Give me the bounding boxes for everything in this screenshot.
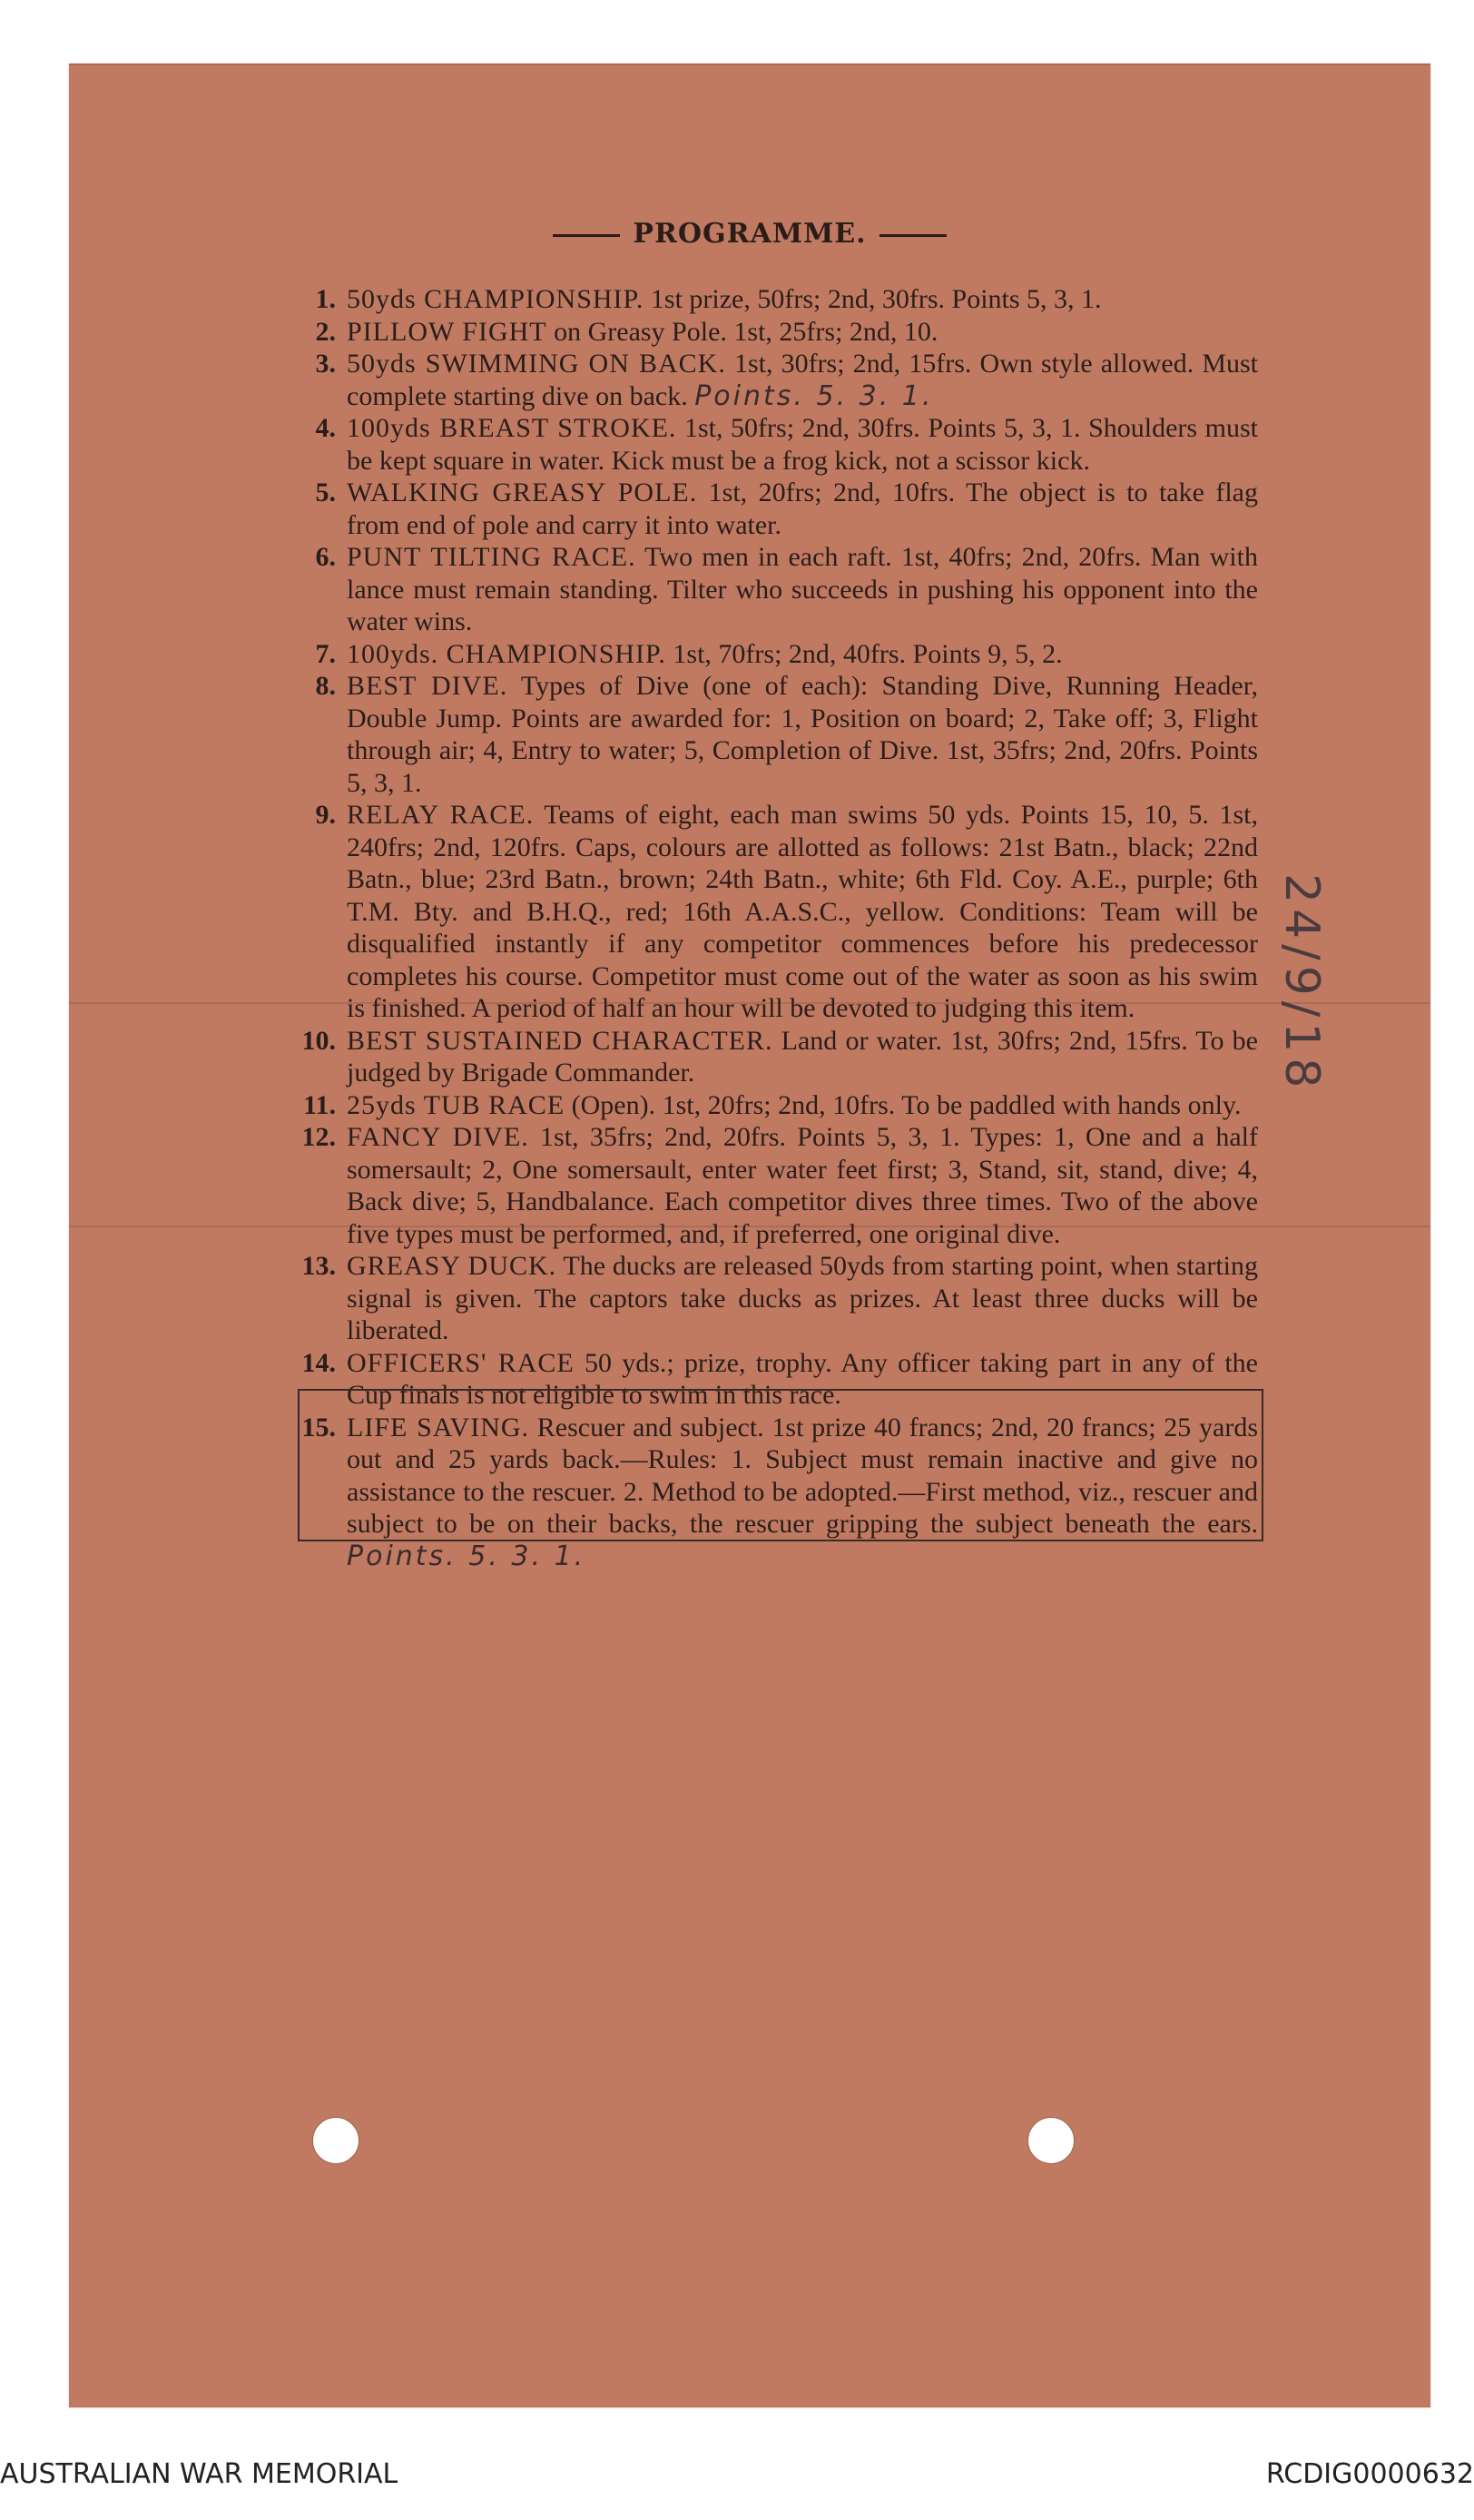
item-details: The ducks are released 50yds from starting point, when starting signal is given. The captors take ducks as prizes. At least three ducks will be liberated. — [347, 1251, 1258, 1345]
item-number: 13. — [301, 1251, 336, 1281]
item-text — [347, 1347, 1258, 1412]
item-title: BEST DIVE. — [347, 671, 508, 701]
item-number: 10. — [301, 1025, 336, 1056]
footer-institution: AUSTRALIAN WAR MEMORIAL — [0, 2458, 398, 2490]
item-details: 1st, 70frs; 2nd, 40frs. Points 9, 5, 2. — [665, 638, 1063, 669]
programme-item — [296, 1347, 1258, 1412]
item-title: LIFE SAVING. — [347, 1412, 530, 1442]
item-text — [347, 1089, 1258, 1122]
item-details: (Open). 1st, 20frs; 2nd, 10frs. To be paddled with hands only. — [565, 1089, 1242, 1120]
item-title: PILLOW FIGHT — [347, 316, 547, 347]
item-title: FANCY DIVE. — [347, 1122, 529, 1152]
item-details: 1st, 30frs; 2nd, 15frs. Own style allowed. Must complete starting dive on back. — [347, 349, 1259, 411]
item-text — [347, 541, 1258, 638]
item-text — [347, 412, 1258, 477]
item-number: 4. — [315, 413, 336, 443]
item-number: 2. — [315, 316, 336, 347]
item-details: Land or water. 1st, 30frs; 2nd, 15frs. To be judged by Brigade Commander. — [347, 1025, 1258, 1088]
item-number: 8. — [315, 671, 336, 701]
item-title: BEST SUSTAINED CHARACTER. — [347, 1025, 773, 1056]
item-details: 1st prize, 50frs; 2nd, 30frs. Points 5, 3, 1. — [644, 284, 1102, 314]
item-number: 11. — [303, 1089, 336, 1120]
item-number: 15. — [301, 1412, 336, 1442]
item-text — [347, 316, 1258, 349]
item-title: 50yds CHAMPIONSHIP. — [347, 284, 644, 314]
footer-record-id: RCDIG0000632 — [1265, 2458, 1474, 2490]
item-text — [347, 1412, 1258, 1573]
programme-item — [296, 1121, 1258, 1250]
item-text — [347, 638, 1258, 671]
item-text — [347, 1121, 1258, 1250]
item-text — [347, 670, 1258, 799]
punch-hole — [1027, 2117, 1075, 2164]
item-details: Teams of eight, each man swims 50 yds. Points 15, 10, 5. 1st, 240frs; 2nd, 120frs. Caps, colours are allotted as follows: 21st Batn., black; 22nd Batn., blue; 23rd Batn., brown; 24th Batn., white; 6th Fld. Coy. A.E., purple; 6th T.M. Bty. and B.H.Q., red; 16th A.A.S.C., yellow. Conditions: Team will be disqualified instantly if any competitor commences before his predecessor completes his course. Competitor must come out of the water as soon as his swim is finished. A period of half an hour will be devoted to judging this item. — [347, 800, 1258, 1023]
item-text — [347, 1250, 1258, 1347]
item-title: 100yds. CHAMPIONSHIP. — [347, 638, 666, 669]
programme-item — [296, 348, 1258, 412]
item-details: 1st, 20frs; 2nd, 10frs. The object is to take flag from end of pole and carry it into water. — [347, 477, 1258, 540]
item-text — [347, 477, 1258, 541]
programme-item — [296, 1025, 1258, 1089]
item-title: WALKING GREASY POLE. — [347, 477, 698, 507]
programme-list — [296, 283, 1258, 1572]
item-text — [347, 283, 1258, 316]
item-details: 50 yds.; prize, trophy. Any officer taking part in any of the Cup finals is not eligible to swim in this race. — [347, 1347, 1258, 1410]
item-title: 100yds BREAST STROKE. — [347, 413, 677, 443]
item-text — [347, 799, 1258, 1025]
programme-item — [296, 1412, 1258, 1573]
handwritten-points-note: Points. 5. 3. 1. — [347, 1540, 586, 1572]
programme-item — [296, 412, 1258, 477]
item-text — [347, 348, 1258, 412]
programme-item — [296, 283, 1258, 316]
item-title: GREASY DUCK. — [347, 1251, 557, 1281]
programme-heading: PROGRAMME. — [69, 218, 1430, 250]
heading-rule-right — [879, 234, 947, 237]
item-title: OFFICERS' RACE — [347, 1347, 575, 1378]
programme-item — [296, 1089, 1258, 1122]
programme-item — [296, 799, 1258, 1025]
item-number: 9. — [315, 800, 336, 830]
heading-rule-left — [553, 234, 620, 237]
programme-item — [296, 670, 1258, 799]
item-title: 50yds SWIMMING ON BACK. — [347, 349, 726, 379]
punch-hole — [312, 2117, 359, 2164]
item-number: 14. — [301, 1347, 336, 1378]
programme-item — [296, 1250, 1258, 1347]
handwritten-date: 24/9/18 — [1274, 873, 1329, 1094]
handwritten-points-note: Points. 5. 3. 1. — [694, 379, 934, 412]
item-number: 6. — [315, 542, 336, 572]
item-number: 12. — [301, 1122, 336, 1152]
item-details: Types of Dive (one of each): Standing Dive, Running Header, Double Jump. Points are awarded for: 1, Position on board; 2, Take off; 3, Flight through air; 4, Entry to water; 5, Completion of Dive. 1st, 35frs; 2nd, 20frs. Points 5, 3, 1. — [347, 671, 1258, 798]
programme-sheet — [69, 64, 1430, 2407]
programme-item — [296, 541, 1258, 638]
item-number: 1. — [315, 284, 336, 314]
item-number: 3. — [315, 349, 336, 379]
programme-item — [296, 316, 1258, 349]
item-details: 1st, 35frs; 2nd, 20frs. Points 5, 3, 1. Types: 1, One and a half somersault; 2, One somersault, enter water feet first; 3, Stand, sit, stand, dive; 4, Back dive; 5, Handbalance. Each competitor dives three times. Two of the above five types must be performed, and, if preferred, one original dive. — [347, 1122, 1258, 1249]
item-title: RELAY RACE. — [347, 800, 535, 830]
item-number: 5. — [315, 477, 336, 507]
item-title: 25yds TUB RACE — [347, 1089, 565, 1120]
item-title: PUNT TILTING RACE. — [347, 542, 636, 572]
item-number: 7. — [315, 638, 336, 669]
item-details: on Greasy Pole. 1st, 25frs; 2nd, 10. — [546, 316, 938, 347]
item-details: 1st, 50frs; 2nd, 30frs. Points 5, 3, 1. Shoulders must be kept square in water. Kick must be a frog kick, not a scissor kick. — [347, 413, 1259, 476]
item-details: Two men in each raft. 1st, 40frs; 2nd, 20frs. Man with lance must remain standing. Tilter who succeeds in pushing his opponent into the water wins. — [347, 542, 1258, 636]
item-details: Rescuer and subject. 1st prize 40 francs; 2nd, 20 francs; 25 yards out and 25 yards back.—Rules: 1. Subject must remain inactive and give no assistance to the rescuer. 2. Method to be adopted.—First method, viz., rescuer and subject to be on their backs, the rescuer gripping the subject beneath the ears. — [347, 1412, 1258, 1539]
programme-item — [296, 477, 1258, 541]
item-text — [347, 1025, 1258, 1089]
programme-item — [296, 638, 1258, 671]
